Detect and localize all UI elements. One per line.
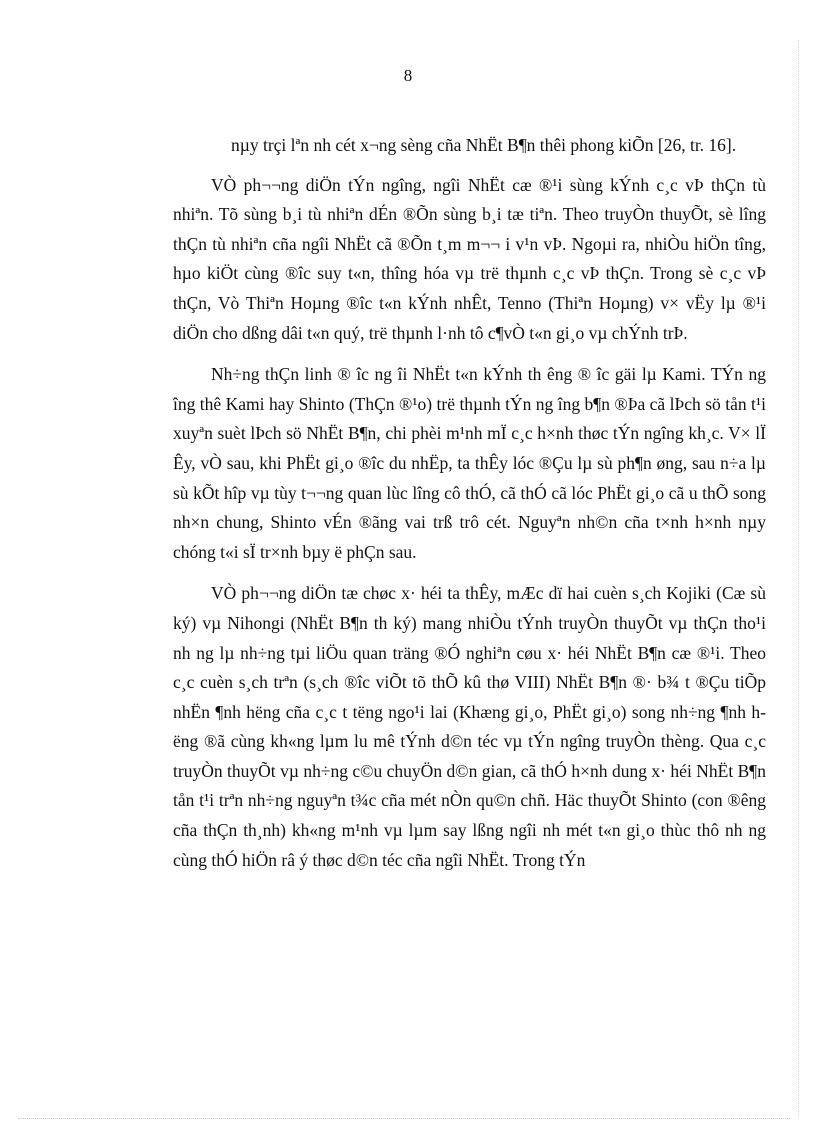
page-number: 8 [403, 66, 413, 85]
page-bottom-divider [18, 1118, 790, 1119]
quote-paragraph: nµy trçi lªn nh cét x¬ng sèng cña NhËt B¶n thêi phong kiÕn [26, tr. 16]. [231, 135, 737, 155]
paragraph-kami-shinto: Nh÷ng thÇn linh ® îc ng îi NhËt t«n kÝnh th êng ® îc gäi lµ Kami. TÝn ng îng thê Kami hay Shinto (ThÇn ®¹o) trë thµnh tÝn ng îng b¶n ®Þa cã lÞch sö tån t¹i xuyªn suèt lÞch sö NhËt B¶n, chi phèi m¹nh mÏ c¸c h×nh thøc tÝn ngîng kh¸c. V× lÏ Êy, vÒ sau, khi PhËt gi¸o ®îc du nhËp, ta thÊy lóc ®Çu lµ sù ph¶n øng, sau n÷a lµ sù kÕt hîp vµ tùy t¬¬ng quan lùc lîng cô thÓ, cã thÓ cã lóc PhËt gi¸o cã u thÕ song nh×n chung, Shinto vÉn ®ãng vai trß trô cét. Nguyªn nh©n cña t×nh h×nh nµy chóng t«i sÏ tr×nh bµy ë phÇn sau. [173, 364, 766, 562]
paragraph-religion: VÒ ph¬¬ng diÖn tÝn ngîng, ngîi NhËt cæ ®¹i sùng kÝnh c¸c vÞ thÇn tù nhiªn. Tõ sùng b¸i tù nhiªn dÉn ®Õn sùng b¸i tæ tiªn. Theo truyÒn thuyÕt, sè lîng thÇn tù nhiªn cña ngîi NhËt cã ®Õn t¸m m¬¬ i v¹n vÞ. Ngoµi ra, nhiÒu hiÖn tîng, hµo kiÖt cùng ®îc suy t«n, thîng hóa vµ trë thµnh c¸c vÞ thÇn. Trong sè c¸c vÞ thÇn, Vò Thiªn Hoµng ®îc t«n kÝnh nhÊt, Tenno (Thiªn Hoµng) v× vËy lµ ®¹i diÖn cho dßng dâi t«n quý, trë thµnh l·nh tô c¶vÒ t«n gi¸o vµ chÝnh trÞ. [173, 174, 766, 343]
paragraph-social-organization: VÒ ph¬¬ng diÖn tæ chøc x· héi ta thÊy, mÆc dï hai cuèn s¸ch Kojiki (Cæ sù ký) vµ Nihongi (NhËt B¶n th ký) mang nhiÒu tÝnh truyÒn thuyÕt vµ thÇn tho¹i nh ng lµ nh÷ng tµi liÖu quan träng ®Ó nghiªn cøu x· héi NhËt B¶n cæ ®¹i. Theo c¸c cuèn s¸ch trªn (s¸ch ®îc viÕt tõ thÕ kû thø VIII) NhËt B¶n ®· b¾ t ®Çu tiÕp nhËn ¶nh hëng cña c¸c t tëng ngo¹i lai (Khæng gi¸o, PhËt gi¸o) song nh÷ng ¶nh hëng ®ã cùng kh«ng lµm lu mê tÝnh d©n téc vµ tÝn ngîng truyÒn thèng. Qua c¸c truyÒn thuyÕt vµ nh÷ng c©u chuyÖn d©n gian, cã thÓ h×nh dung x· héi NhËt B¶n tån t¹i trªn nh÷ng nguyªn t¾c cña mét nÒn qu©n chñ. Häc thuyÕt Shinto (con ®êng cña thÇn th¸nh) kh«ng m¹nh vµ lµm say lßng ngîi nh mét t«n gi¸o thùc thô nh ng cùng thÓ hiÖn râ ý thøc d©n téc cña ngîi NhËt. Trong tÝn [173, 583, 766, 870]
document-body [173, 131, 766, 887]
page-edge-divider [798, 40, 799, 1116]
